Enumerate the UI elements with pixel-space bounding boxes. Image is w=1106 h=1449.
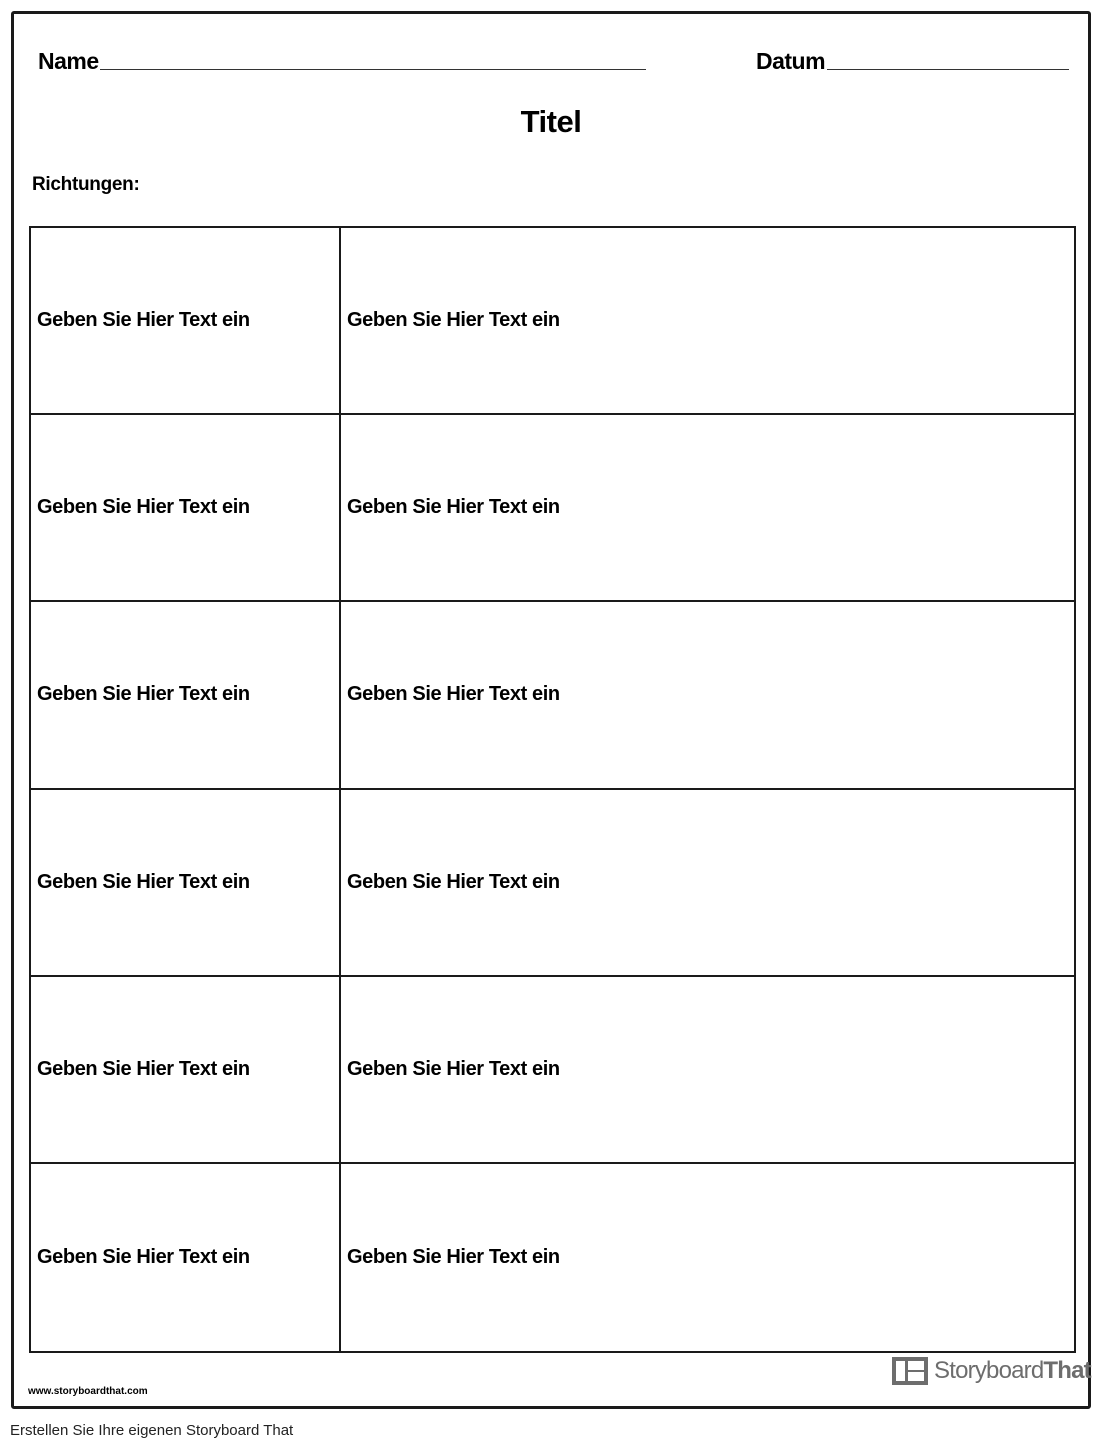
grid-cell-left[interactable]: Geben Sie Hier Text ein (31, 228, 341, 415)
grid-cell-left[interactable]: Geben Sie Hier Text ein (31, 977, 341, 1164)
grid-cell-left[interactable]: Geben Sie Hier Text ein (31, 602, 341, 789)
page-caption: Erstellen Sie Ihre eigenen Storyboard That (10, 1422, 294, 1439)
grid-cell-right[interactable]: Geben Sie Hier Text ein (341, 228, 1074, 415)
directions-label[interactable]: Richtungen: (32, 174, 140, 195)
grid-cell-right[interactable]: Geben Sie Hier Text ein (347, 1245, 560, 1268)
grid-cell-right[interactable]: Geben Sie Hier Text ein (341, 415, 1074, 602)
logo-word-light: Storyboard (934, 1357, 1044, 1384)
grid-cell-left[interactable]: Geben Sie Hier Text ein (31, 1164, 341, 1351)
date-line[interactable] (827, 69, 1069, 70)
name-label: Name (38, 48, 99, 74)
grid-cell-left[interactable]: Geben Sie Hier Text ein (31, 790, 341, 977)
worksheet-grid (29, 226, 1076, 1353)
storyboard-panels-icon (892, 1357, 928, 1385)
logo-word-bold: That (1043, 1357, 1091, 1384)
worksheet-sheet (11, 11, 1091, 1409)
date-label: Datum (756, 48, 826, 74)
grid-cell-right[interactable]: Geben Sie Hier Text ein (341, 977, 1074, 1164)
footer-url: www.storyboardthat.com (28, 1386, 148, 1397)
name-line[interactable] (100, 69, 646, 70)
grid-cell-right[interactable]: Geben Sie Hier Text ein (341, 790, 1074, 977)
grid-cell-right[interactable]: Geben Sie Hier Text ein (341, 602, 1074, 789)
storyboardthat-logo (892, 1357, 1091, 1385)
grid-cell-left[interactable]: Geben Sie Hier Text ein (31, 415, 341, 602)
logo-wordmark (934, 1357, 1091, 1385)
worksheet-title[interactable]: Titel (520, 104, 582, 139)
